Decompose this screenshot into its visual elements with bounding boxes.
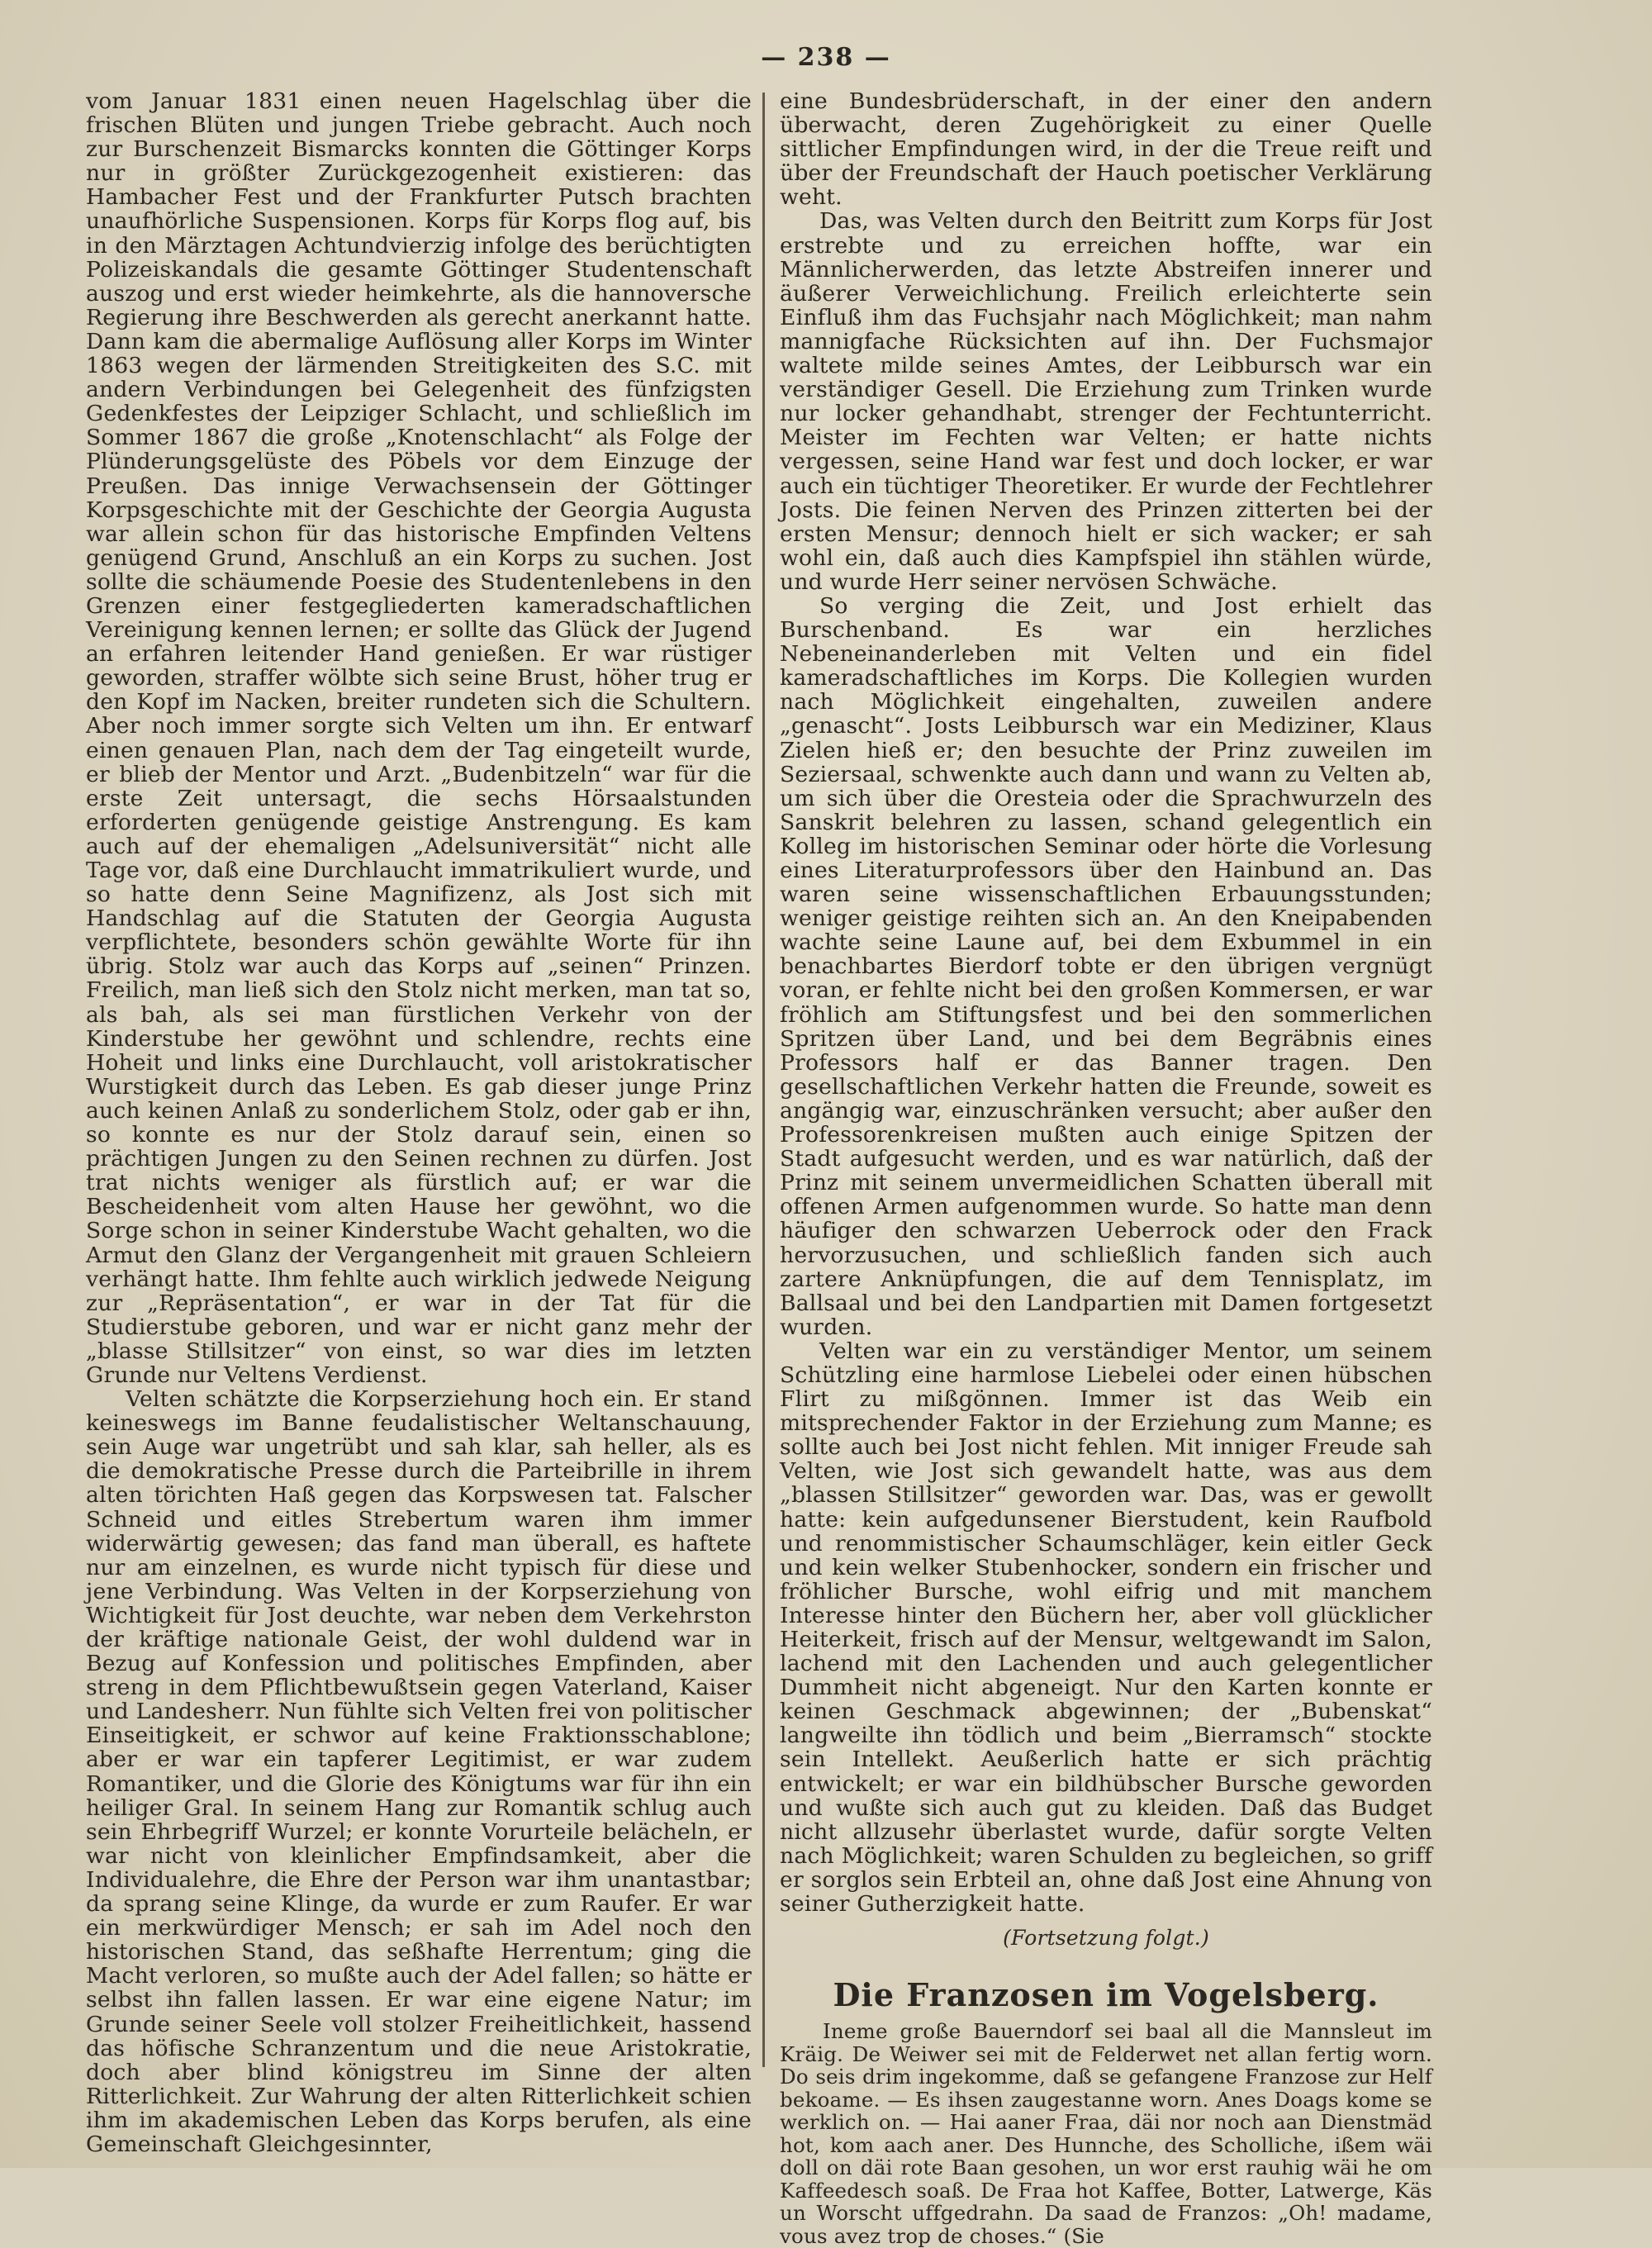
right-paragraph-1: eine Bundesbrüderschaft, in der einer den andern überwacht, deren Zugehörigkeit zu einer Quelle sittlicher Empfindungen wird, in der die Treue reift und über der Freundschaft der Hauch poetischer Verklärung weht. <box>780 88 1432 211</box>
right-paragraph-4: Velten war ein zu verständiger Mentor, um seinem Schützling eine harmlose Liebelei oder einen hübschen Flirt zu mißgönnen. Immer ist das Weib ein mitsprechender Faktor in der Erziehung zum Manne; es sollte auch bei Jost nicht fehlen. Mit inniger Freude sah Velten, wie Jost sich gewandelt hatte, was aus dem „blassen Stillsitzer“ geworden war. Das, was er gewollt hatte: kein aufgedunsener Bierstudent, kein Raufbold und renommistischer Schaumschläger, kein eitler Geck und kein welker Stubenhocker, sondern ein frischer und fröhlicher Bursche, wohl eifrig und mit manchem Interesse hinter den Büchern her, aber voll glücklicher Heiterkeit, frisch auf der Mensur, weltgewandt im Salon, lachend mit den Lachenden und auch gelegentlicher Dummheit nicht abgeneigt. Nur den Karten konnte er keinen Geschmack abgewinnen; der „Bubenskat“ langweilte ihn tödlich und beim „Bierramsch“ stockte sein Intellekt. Aeußerlich hatte er sich prächtig entwickelt; er war ein bildhübscher Bursche geworden und wußte sich auch gut zu kleiden. Daß das Budget nicht allzusehr überlastet wurde, dafür sorgte Velten nach Möglichkeit; waren Schulden zu begleichen, so griff er sorglos sein Erbteil an, ohne daß Jost eine Ahnung von seiner Gutherzigkeit hatte. <box>780 1338 1432 1918</box>
column-divider <box>762 93 765 2067</box>
left-paragraph-1: vom Januar 1831 einen neuen Hagelschlag über die frischen Blüten und jungen Triebe gebracht. Auch noch zur Burschenzeit Bismarcks konnten die Göttinger Korps nur in größter Zurückgezogenheit existieren: das Hambacher Fest und der Frankfurter Putsch brachten unaufhörliche Suspensionen. Korps für Korps flog auf, bis in den Märztagen Achtundvierzig infolge des berüchtigten Polizeiskandals die gesamte Göttinger Studentenschaft auszog und erst wieder heimkehrte, als die hannoversche Regierung ihre Beschwerden als gerecht anerkannt hatte. Dann kam die abermalige Auflösung aller Korps im Winter 1863 wegen der lärmenden Streitigkeiten des S.C. mit andern Verbindungen bei Gelegenheit des fünfzigsten Gedenkfestes der Leipziger Schlacht, und schließlich im Sommer 1867 die große „Knotenschlacht“ als Folge der Plünderungsgelüste des Pöbels vor dem Einzuge der Preußen. Das innige Verwachsensein der Göttinger Korpsgeschichte mit der Geschichte der Georgia Augusta war allein schon für das historische Empfinden Veltens genügend Grund, Anschluß an ein Korps zu suchen. Jost sollte die schäumende Poesie des Studentenlebens in den Grenzen einer festgegliederten kameradschaftlichen Vereinigung kennen lernen; er sollte das Glück der Jugend an erfahren leitender Hand genießen. Er war rüstiger geworden, straffer wölbte sich seine Brust, höher trug er den Kopf im Nacken, breiter rundeten sich die Schultern. Aber noch immer sorgte sich Velten um ihn. Er entwarf einen genauen Plan, nach dem der Tag eingeteilt wurde, er blieb der Mentor und Arzt. „Budenbitzeln“ war für die erste Zeit untersagt, die sechs Hörsaalstunden erforderten genügende geistige Anstrengung. Es kam auch auf der ehemaligen „Adelsuniversität“ nicht alle Tage vor, daß eine Durchlaucht immatrikuliert wurde, und so hatte denn Seine Magnifizenz, als Jost sich mit Handschlag auf die Statuten der Georgia Augusta verpflichtete, besonders schön gewählte Worte für ihn übrig. Stolz war auch das Korps auf „seinen“ Prinzen. Freilich, man ließ sich den Stolz nicht merken, man tat so, als bah, als sei man fürstlichen Verkehr von der Kinderstube her gewöhnt und schlendre, rechts eine Hoheit und links eine Durchlaucht, voll aristokratischer Wurstigkeit durch das Leben. Es gab dieser junge Prinz auch keinen Anlaß zu sonderlichem Stolz, oder gab er ihn, so konnte es nur der Stolz darauf sein, einen so prächtigen Jungen zu den Seinen rechnen zu dürfen. Jost trat nichts weniger als fürstlich auf; er war die Bescheidenheit vom alten Hause her gewöhnt, wo die Sorge schon in seiner Kinderstube Wacht gehalten, wo die Armut den Glanz der Vergangenheit mit grauen Schleiern verhängt hatte. Ihm fehlte auch wirklich jedwede Neigung zur „Repräsentation“, er war in der Tat für die Studierstube geboren, und war er nicht ganz mehr der „blasse Stillsitzer“ von einst, so war dies im letzten Grunde nur Veltens Verdienst. <box>86 88 752 1388</box>
right-paragraph-2: Das, was Velten durch den Beitritt zum Korps für Jost erstrebte und zu erreichen hoffte, war ein Männlicherwerden, das letzte Abstreifen innerer und äußerer Verweichlichung. Freilich erleichterte sein Einfluß ihm das Fuchsjahr nach Möglichkeit; man nahm mannigfache Rücksichten auf ihn. Der Fuchsmajor waltete milde seines Amtes, der Leibbursch war ein verständiger Gesell. Die Erziehung zum Trinken wurde nur locker gehandhabt, strenger der Fechtunterricht. Meister im Fechten war Velten; er hatte nichts vergessen, seine Hand war fest und doch locker, er war auch ein tüchtiger Theoretiker. Er wurde der Fechtlehrer Josts. Die feinen Nerven des Prinzen zitterten bei der ersten Mensur; dennoch hielt er sich wacker; er sah wohl ein, daß auch dies Kampfspiel ihn stählen würde, und wurde Herr seiner nervösen Schwäche. <box>780 208 1432 595</box>
continuation-note: (Fortsetzung folgt.) <box>1003 1926 1209 1951</box>
page-number: — 238 — <box>761 43 891 72</box>
left-paragraph-2: Velten schätzte die Korpserziehung hoch ein. Er stand keineswegs im Banne feudalistischer Weltanschauung, sein Auge war ungetrübt und sah klar, sah heller, als es die demokratische Presse durch die Parteibrille in ihrem alten törichten Haß gegen das Korpswesen tat. Falscher Schneid und eitles Strebertum waren ihm immer widerwärtig gewesen; das fand man überall, es haftete nur am einzelnen, es wurde nicht typisch für diese und jene Verbindung. Was Velten in der Korpserziehung von Wichtigkeit für Jost deuchte, war neben dem Verkehrston der kräftige nationale Geist, der wohl duldend war in Bezug auf Konfession und politisches Empfinden, aber streng in dem Pflichtbewußtsein gegen Vaterland, Kaiser und Landesherr. Nun fühlte sich Velten frei von politischer Einseitigkeit, er schwor auf keine Fraktionsschablone; aber er war ein tapferer Legitimist, er war zudem Romantiker, und die Glorie des Königtums war für ihn ein heiliger Gral. In seinem Hang zur Romantik schlug auch sein Ehrbegriff Wurzel; er konnte Vorurteile belächeln, er war nicht von kleinlicher Empfindsamkeit, aber die Individualehre, die Ehre der Person war ihm unantastbar; da sprang seine Klinge, da wurde er zum Raufer. Er war ein merkwürdiger Mensch; er sah im Adel noch den historischen Stand, das seßhafte Herrentum; ging die Macht verloren, so mußte auch der Adel fallen; so hätte er selbst ihn fallen lassen. Er war eine eigene Natur; im Grunde seiner Seele voll stolzer Freiheitlichkeit, hassend das höfische Schranzentum und die neue Aristokratie, doch aber blind königstreu im Sinne der alten Ritterlichkeit. Zur Wahrung der alten Ritterlichkeit schien ihm im akademischen Leben das Korps berufen, als eine Gemeinschaft Gleichgesinnter, <box>86 1386 752 2157</box>
right-paragraph-3: So verging die Zeit, und Jost erhielt das Burschenband. Es war ein herzliches Nebeneinanderleben mit Velten und ein fidel kameradschaftliches im Korps. Die Kollegien wurden nach Möglichkeit eingehalten, zuweilen andere „genascht“. Josts Leibbursch war ein Mediziner, Klaus Zielen hieß er; den besuchte der Prinz zuweilen im Seziersaal, schwenkte auch dann und wann zu Velten ab, um sich über die Oresteia oder die Sprachwurzeln des Sanskrit belehren zu lassen, schand gelegentlich ein Kolleg im historischen Seminar oder hörte die Vorlesung eines Literaturprofessors über den Hainbund an. Das waren seine wissenschaftlichen Erbauungsstunden; weniger geistige reihten sich an. An den Kneipabenden wachte seine Laune auf, bei dem Exbummel in ein benachbartes Bierdorf tobte er den übrigen vergnügt voran, er fehlte nicht bei den großen Kommersen, er war fröhlich am Stiftungsfest und bei den sommerlichen Spritzen über Land, und bei dem Begräbnis eines Professors half er das Banner tragen. Den gesellschaftlichen Verkehr hatten die Freunde, soweit es angängig war, einzuschränken versucht; aber außer den Professorenkreisen mußten auch einige Spitzen der Stadt aufgesucht werden, und es war natürlich, daß der Prinz mit seinem unvermeidlichen Schatten überall mit offenen Armen aufgenommen wurde. So hatte man denn häufiger den schwarzen Ueberrock oder den Frack hervorzusuchen, und schließlich fanden sich auch zartere Anknüpfungen, die auf dem Tennisplatz, im Ballsaal und bei den Landpartien mit Damen fortgesetzt wurden. <box>780 592 1432 1340</box>
left-column <box>86 88 752 2157</box>
article-title: Die Franzosen im Vogelsberg. <box>833 1976 1379 2014</box>
right-column <box>780 89 1432 2247</box>
article-body: Ineme große Bauerndorf sei baal all die Mannsleut im Kräig. De Weiwer sei mit de Felderwet net allan fertig worn. Do seis drim ingekomme, daß se gefangene Franzose zur Helf bekoame. — Es ihsen zaugestanne worn. Anes Doags kome se werklich on. — Hai aaner Fraa, däi nor noch aan Dienstmäd hot, kom aach aner. Des Hunnche, des Scholliche, ißem wäi doll on däi rote Baan gesohen, un wor erst rauhig wäi he om Kaffeedesch soaß. De Fraa hot Kaffee, Botter, Latwerge, Käs un Worscht uffgedrahn. Da saad de Franzos: „Oh! madame, vous avez trop de choses.“ (Sie <box>780 2019 1432 2248</box>
